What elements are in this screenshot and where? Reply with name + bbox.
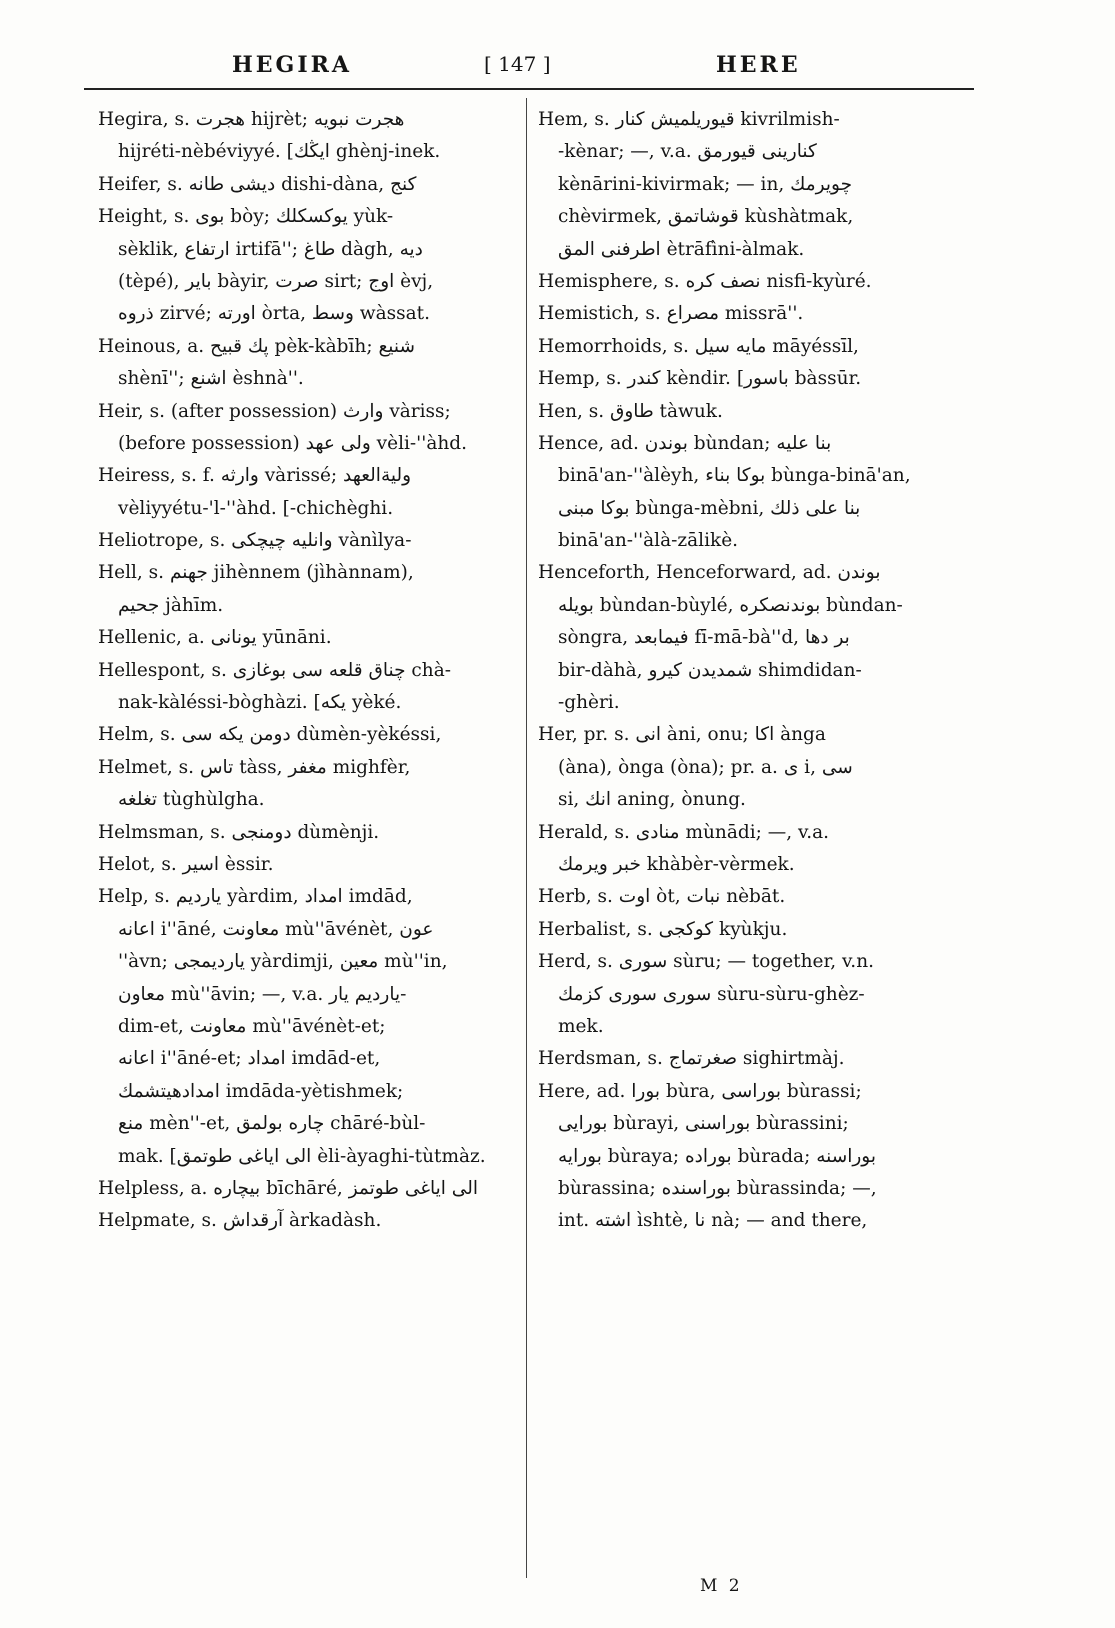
entry-line: (before possession) ولی عهد vèli-''àhd. bbox=[118, 432, 468, 454]
entry-line: امدادهيتشمك imdāda-yètishmek; bbox=[118, 1080, 404, 1102]
entry-line: Hellespont, s. چناق قلعه سی بوغازی chà- bbox=[98, 659, 451, 681]
entry-line: bùrassina; بوراسنده bùrassinda; —, bbox=[558, 1177, 877, 1199]
entry-line: بويله bùndan-bùylé, بوندنصكره bùndan- bbox=[558, 594, 903, 616]
entry-line: Hemorrhoids, s. مايه سيل māyéssīl, bbox=[538, 335, 859, 357]
entry-line: (tèpé), باير bàyir, صرت sirt; اوج èvj, bbox=[118, 270, 434, 292]
entry-line: Heir, s. (after possession) وارث vàriss; bbox=[98, 400, 451, 422]
entry-line: Helmet, s. تاس tàss, مغفر mighfèr, bbox=[98, 756, 411, 778]
entry-line: Helpmate, s. آرقداش àrkadàsh. bbox=[98, 1210, 382, 1232]
entry-line: Here, ad. بورا bùra, بوراسی bùrassi; bbox=[538, 1080, 862, 1102]
page-number: [ 147 ] bbox=[484, 52, 551, 76]
entry-line: binā'an-''àlèyh, بوكا بناء bùnga-binā'an, bbox=[558, 465, 911, 487]
entry-line: mek. bbox=[558, 1015, 604, 1037]
entry-line: (àna), ònga (òna); pr. a. ی i, سی bbox=[558, 756, 853, 778]
entry-line: shènī''; اشنع èshnà''. bbox=[118, 368, 304, 390]
page-header bbox=[84, 48, 974, 90]
entry-line: Help, s. يارديم yàrdim, امداد imdād, bbox=[98, 886, 413, 908]
left-column bbox=[98, 104, 516, 1238]
entry-line: Hence, ad. بوندن bùndan; بنا عليه bbox=[538, 432, 832, 454]
signature-mark: M 2 bbox=[700, 1576, 743, 1596]
entry-line: sòngra, فيمابعد fī-mā-bà''d, بر دها bbox=[558, 627, 850, 649]
entry-line: Helpless, a. بيچاره bīchāré, الی اياغی طوتمز bbox=[98, 1177, 478, 1199]
entry-line: si, انك aning, ònung. bbox=[558, 789, 746, 811]
entry-line: Hemistich, s. مصراع missrā''. bbox=[538, 303, 804, 325]
entry-line: Heiress, s. f. وارثه vàrissé; وليةالعهد bbox=[98, 465, 412, 487]
entry-line: ''àvn; يارديمجی yàrdimji, معين mù''in, bbox=[118, 951, 448, 973]
entry-line: Her, pr. s. انی àni, onu; اكا ànga bbox=[538, 724, 826, 746]
entry-line: int. اشته ìshtè, نا nà; — and there, bbox=[558, 1210, 868, 1232]
header-left-guide-word: HEGIRA bbox=[232, 52, 352, 78]
entry-line: Hegira, s. هجرت hijrèt; هجرت نبويه bbox=[98, 109, 405, 130]
entry-line: mak. [الی اياغی طوتمق èli-àyaghi-tùtmàz. bbox=[118, 1145, 486, 1167]
entry-line: Herbalist, s. كوكجی kyùkju. bbox=[538, 918, 788, 940]
entry-line: Hem, s. قيوريلميش كنار kivrilmish- bbox=[538, 109, 840, 130]
entry-line: kènārini-kivirmak; — in, چويرمك bbox=[558, 173, 853, 195]
entry-line: dim-et, معاونت mù''āvénèt-et; bbox=[118, 1015, 386, 1037]
entry-line: جحيم jàhīm. bbox=[118, 594, 224, 616]
entry-line: chèvirmek, قوشاتمق kùshàtmak, bbox=[558, 206, 854, 228]
entry-line: سوری سوری كزمك sùru-sùru-ghèz- bbox=[558, 983, 865, 1005]
entry-line: Hemp, s. كندر kèndir. [باسور bàssūr. bbox=[538, 368, 862, 390]
entry-line: binā'an-''àlà-zālikè. bbox=[558, 530, 739, 552]
entry-line: Herd, s. سوری sùru; — together, v.n. bbox=[538, 951, 874, 973]
entry-line: Heliotrope, s. وانليه چيچكی vànìlya- bbox=[98, 530, 412, 552]
entry-line: bir-dàhà, شمدیدن كيرو shimdidan- bbox=[558, 659, 862, 681]
entry-line: منع mèn''-et, چاره بولمق chāré-bùl- bbox=[118, 1113, 426, 1135]
entry-line: Hell, s. جهنم jihènnem (jìhànnam), bbox=[98, 562, 414, 584]
entry-line: اعانه i''āné-et; امداد imdād-et, bbox=[118, 1048, 381, 1070]
entry-line: Henceforth, Henceforward, ad. بوندن bbox=[538, 562, 881, 584]
entry-line: Herdsman, s. صغرتماج sighirtmàj. bbox=[538, 1048, 845, 1070]
entry-line: sèklik, ارتفاع irtifā''; طاغ dàgh, ديه bbox=[118, 238, 423, 260]
entry-line: بورايی bùrayi, بوراسنی bùrassini; bbox=[558, 1113, 849, 1135]
column-divider bbox=[526, 98, 527, 1578]
entry-line: معاون mù''āvin; —, v.a. يارديم يار- bbox=[118, 983, 407, 1005]
entry-line: vèliyyétu-'l-''àhd. [-chichèghi. bbox=[118, 497, 394, 519]
entry-line: Helmsman, s. دومنجی dùmènji. bbox=[98, 821, 380, 843]
entry-line: Hellenic, a. يونانی yūnāni. bbox=[98, 627, 332, 649]
entry-line: Heinous, a. پك قبيح pèk-kàbīh; شنيع bbox=[98, 335, 415, 357]
entry-line: Helm, s. دومن يكه سی dùmèn-yèkéssi, bbox=[98, 724, 442, 746]
entry-line: ذروه zirvé; اورته òrta, وسط wàssat. bbox=[118, 303, 430, 325]
entry-line: Hemisphere, s. نصف كره nisfi-kyùré. bbox=[538, 270, 872, 292]
entry-line: nak-kàléssi-bòghàzi. [يكه yèké. bbox=[118, 692, 402, 714]
right-column bbox=[538, 104, 956, 1238]
entry-line: خبر ويرمك khàbèr-vèrmek. bbox=[558, 853, 795, 875]
entry-line: hijréti-nèbéviyyé. [ايڭك ghènj-inek. bbox=[118, 141, 441, 163]
entry-line: تغلغه tùghùlgha. bbox=[118, 789, 265, 811]
entry-line: بوكا مبنی bùnga-mèbni, بنا علی ذلك bbox=[558, 497, 861, 519]
entry-line: اعانه i''āné, معاونت mù''āvénèt, عون bbox=[118, 918, 434, 940]
entry-line: Heifer, s. ديشی طانه dishi-dàna, كنج bbox=[98, 173, 417, 195]
header-right-guide-word: HERE bbox=[716, 52, 801, 78]
entry-line: -kènar; —, v.a. كنارينی قيورمق bbox=[558, 141, 817, 163]
entry-line: اطرفنی المق ètrāfìni-àlmak. bbox=[558, 238, 805, 260]
entry-line: Hen, s. طاوق tàwuk. bbox=[538, 400, 723, 422]
entry-line: بورايه bùraya; بوراده bùrada; بوراسنه bbox=[558, 1145, 876, 1167]
entry-line: Height, s. بوی bòy; يوكسكلك yùk- bbox=[98, 206, 394, 228]
entry-line: Herald, s. منادی mùnādi; —, v.a. bbox=[538, 821, 830, 843]
entry-line: Helot, s. اسير èssir. bbox=[98, 853, 274, 875]
entry-line: -ghèri. bbox=[558, 692, 620, 714]
entry-line: Herb, s. اوت òt, نبات nèbāt. bbox=[538, 886, 786, 908]
